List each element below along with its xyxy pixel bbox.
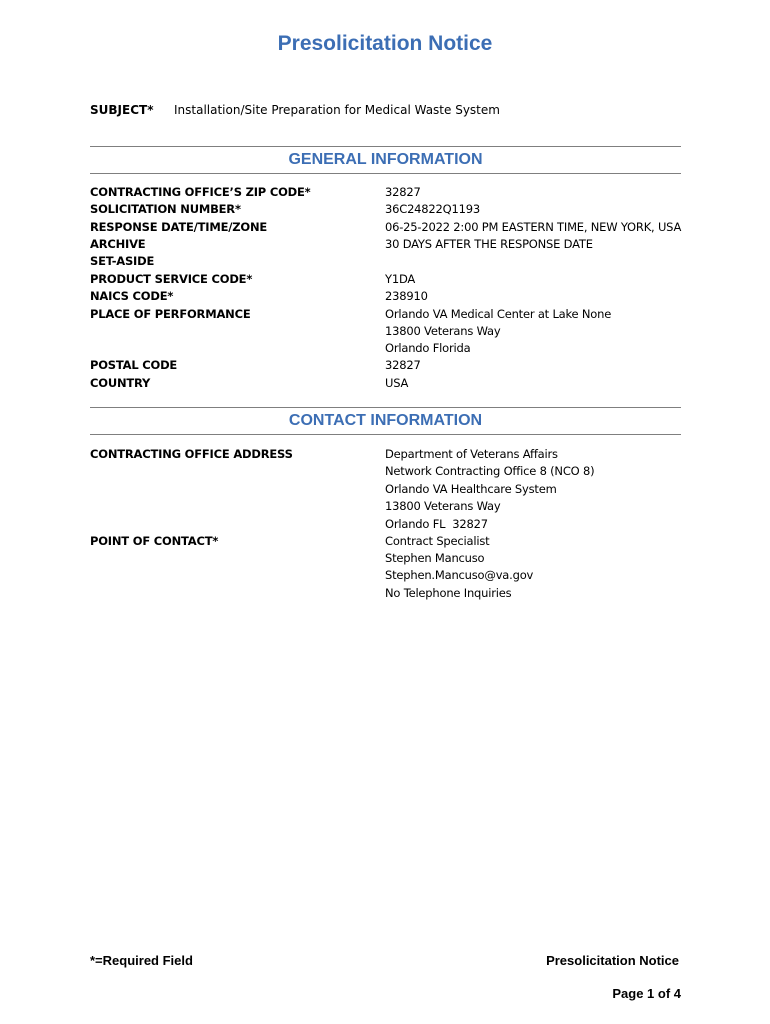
- point-of-contact-label: POINT OF CONTACT*: [90, 534, 219, 548]
- page-number: Page 1 of 4: [612, 986, 681, 1001]
- postal-code-label: POSTAL CODE: [90, 358, 178, 372]
- address-line: Orlando FL 32827: [385, 517, 488, 531]
- page-title: Presolicitation Notice: [277, 32, 493, 55]
- subject-label: SUBJECT*: [90, 103, 154, 117]
- archive-label: ARCHIVE: [90, 237, 146, 251]
- solicitation-number-value: 36C24822Q1193: [385, 202, 480, 216]
- product-service-code-label: PRODUCT SERVICE CODE*: [90, 272, 253, 286]
- archive-value: 30 DAYS AFTER THE RESPONSE DATE: [385, 237, 593, 251]
- naics-code-label: NAICS CODE*: [90, 289, 174, 303]
- country-value: USA: [385, 376, 409, 390]
- required-field-note: *=Required Field: [90, 953, 193, 968]
- address-line: Department of Veterans Affairs: [385, 447, 558, 461]
- poc-email: Stephen.Mancuso@va.gov: [385, 568, 534, 582]
- place-line: 13800 Veterans Way: [385, 324, 501, 338]
- place-line: Orlando VA Medical Center at Lake None: [385, 307, 612, 321]
- product-service-code-value: Y1DA: [385, 272, 416, 286]
- subject-value: Installation/Site Preparation for Medical Waste System: [174, 103, 500, 117]
- zip-code-value: 32827: [385, 185, 421, 199]
- set-aside-label: SET-ASIDE: [90, 254, 155, 268]
- footer-document-name: Presolicitation Notice: [546, 953, 679, 968]
- response-date-label: RESPONSE DATE/TIME/ZONE: [90, 220, 268, 234]
- naics-code-value: 238910: [385, 289, 428, 303]
- solicitation-number-label: SOLICITATION NUMBER*: [90, 202, 241, 216]
- general-information-header: GENERAL INFORMATION: [90, 146, 681, 174]
- place-of-performance-label: PLACE OF PERFORMANCE: [90, 307, 251, 321]
- address-line: 13800 Veterans Way: [385, 499, 501, 513]
- poc-line: No Telephone Inquiries: [385, 586, 512, 600]
- contact-information-header: CONTACT INFORMATION: [90, 407, 681, 435]
- postal-code-value: 32827: [385, 358, 421, 372]
- address-line: Network Contracting Office 8 (NCO 8): [385, 464, 595, 478]
- address-line: Orlando VA Healthcare System: [385, 482, 557, 496]
- country-label: COUNTRY: [90, 376, 151, 390]
- place-line: Orlando Florida: [385, 341, 471, 355]
- poc-line: Contract Specialist: [385, 534, 490, 548]
- contracting-office-address-label: CONTRACTING OFFICE ADDRESS: [90, 447, 293, 461]
- response-date-value: 06-25-2022 2:00 PM EASTERN TIME, NEW YORK, USA: [385, 220, 682, 234]
- zip-code-label: CONTRACTING OFFICE’S ZIP CODE*: [90, 185, 311, 199]
- poc-line: Stephen Mancuso: [385, 551, 485, 565]
